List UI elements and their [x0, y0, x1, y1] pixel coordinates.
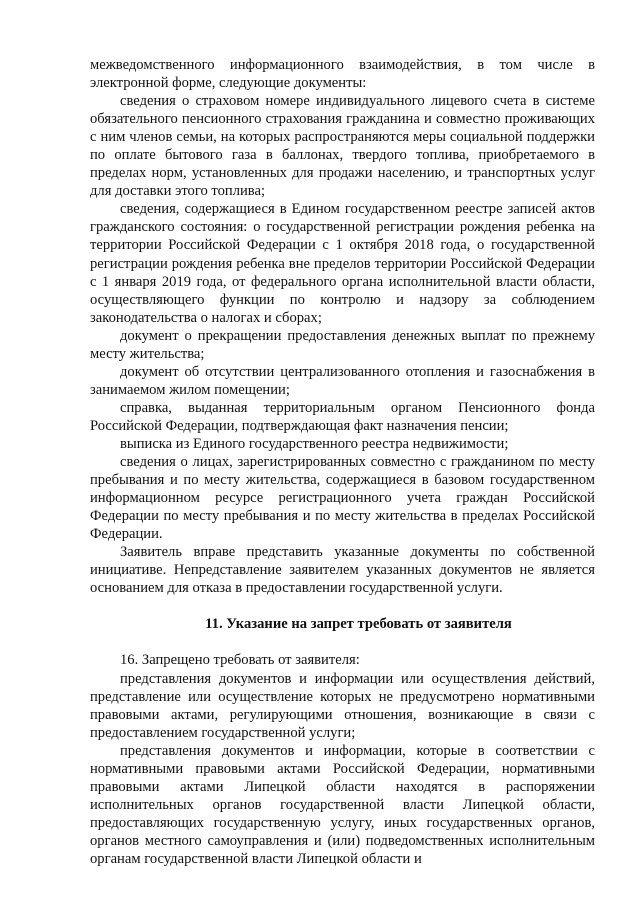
paragraph: выписка из Единого государственного реестра недвижимости; — [120, 435, 509, 452]
paragraph: представления документов и информации или осуществления действий, представление или осуществление которых не предусмотрено нормативными правовыми актами, регулирующими отношения, возникающие в связи с предоставлением государственной услуги; — [90, 670, 595, 741]
spacer — [90, 597, 595, 615]
paragraph: представления документов и информации, которые в соответствии с нормативными правовыми актами Российской Федерации, нормативными правовыми актами Липецкой области находятся в распоряжении исполнительных органов государственной власти Липецкой области, предоставляющих государственную услугу, иных государственных органов, органов местного самоуправления и (или) подведомственных исполнительным органам государственной власти Липецкой области и — [90, 742, 595, 867]
section-heading: 11. Указание на запрет требовать от заявителя — [205, 616, 512, 633]
paragraph: межведомственного информационного взаимодействия, в том числе в электронной форме, следующие документы: — [90, 57, 595, 92]
spacer — [90, 633, 595, 651]
paragraph: 16. Запрещено требовать от заявителя: — [120, 652, 360, 669]
paragraph: документ об отсутствии централизованного отопления и газоснабжения в занимаемом жилом помещении; — [90, 363, 595, 398]
paragraph: сведения о страховом номере индивидуального лицевого счета в системе обязательного пенсионного страхования гражданина и совместно проживающих с ним членов семьи, на которых распространяются меры социальной поддержки по оплате бытового газа в баллонах, твердого топлива, приобретаемого в пределах норм, установленных для продажи населению, и транспортных услуг для доставки этого топлива; — [90, 93, 595, 200]
paragraph: документ о прекращении предоставления денежных выплат по прежнему месту жительства; — [90, 327, 595, 362]
paragraph: сведения о лицах, зарегистрированных совместно с гражданином по месту пребывания и по месту жительства, содержащиеся в базовом государственном информационном ресурсе регистрационного учета граждан Российской Федерации по месту пребывания и по месту жительства в пределах Российской Федерации. — [90, 454, 595, 543]
document-page — [90, 56, 595, 868]
paragraph: Заявитель вправе представить указанные документы по собственной инициативе. Непредставление заявителем указанных документов не является основанием для отказа в предоставлении государственной услуги. — [90, 544, 595, 597]
paragraph: сведения, содержащиеся в Едином государственном реестре записей актов гражданского состояния: о государственной регистрации рождения ребенка на территории Российской Федерации с 1 октября 2018 года, о государственной регистрации рождения ребенка вне пределов территории Российской Федерации с 1 января 2019 года, от федерального органа исполнительной власти области, осуществляющего функции по контролю и надзору за соблюдением законодательства о налогах и сборах; — [90, 201, 595, 326]
paragraph: справка, выданная территориальным органом Пенсионного фонда Российской Федерации, подтверждающая факт назначения пенсии; — [90, 399, 595, 434]
